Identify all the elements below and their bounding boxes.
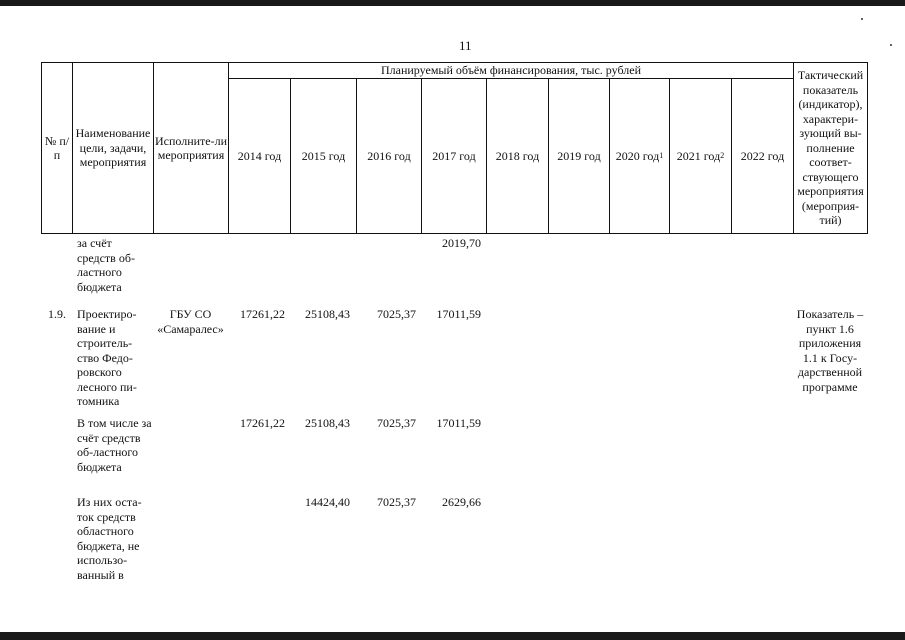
scan-edge-top (0, 0, 905, 6)
header-year: 2021 год (676, 148, 721, 163)
row-value-2017: 17011,59 (436, 307, 481, 321)
header-col-number: № п/п (44, 133, 70, 162)
header-col-name: Наименование цели, задачи, мероприятия (75, 126, 151, 170)
header-year: 2018 год (495, 148, 540, 163)
row-name: Проектиро-вание и строитель-ство Федо-ровского лесного пи-томника (77, 307, 137, 408)
row-value-2017: 2019,70 (442, 236, 481, 250)
row-indicator: Показатель – пункт 1.6 приложения 1.1 к Госу-дарственной программе (796, 307, 864, 394)
header-funding-title: Планируемый объём финансирования, тыс. рублей (380, 62, 641, 77)
scan-speck (890, 44, 892, 46)
row-value-2014: 17261,22 (240, 307, 285, 321)
header-year: 2014 год (237, 148, 282, 163)
row-value-2015: 25108,43 (305, 416, 350, 430)
header-year: 2016 год (367, 148, 411, 163)
row-value-2017: 17011,59 (436, 416, 481, 430)
grid-line (41, 233, 868, 234)
row-name: В том числе за счёт средств об-ластного бюджета (77, 416, 152, 474)
row-value-2015: 14424,40 (305, 495, 350, 509)
header-year: 2017 год (432, 148, 476, 163)
header-year-2021: 2021 год 2 (676, 148, 725, 163)
row-number: 1.9. (48, 307, 66, 321)
row-executor: ГБУ СО «Самаралес» (157, 307, 224, 336)
header-year: 2019 год (557, 148, 601, 163)
header-col-indicator: Тактический показатель (индикатор), характери-зующий вы-полнение соответ-ствующего мероприятия (мероприя-тий) (797, 68, 864, 228)
row-value-2016: 7025,37 (377, 416, 416, 430)
row-value-2017: 2629,66 (442, 495, 481, 509)
row-name: за счёт средств об-ластного бюджета (77, 236, 135, 294)
row-value-2015: 25108,43 (305, 307, 350, 321)
header-col-executor: Исполните-ли мероприятия (154, 133, 228, 162)
page-number: 11 (459, 38, 472, 53)
header-year-2020: 2020 год 1 (615, 148, 664, 163)
row-value-2014: 17261,22 (240, 416, 285, 430)
scan-speck (861, 18, 863, 20)
row-value-2016: 7025,37 (377, 307, 416, 321)
header-year: 2020 год (615, 148, 660, 163)
scan-edge-bottom (0, 632, 905, 640)
header-year: 2015 год (301, 148, 346, 163)
grid-line (867, 62, 868, 234)
header-year: 2022 год (740, 148, 785, 163)
row-value-2016: 7025,37 (377, 495, 416, 509)
row-name: Из них оста-ток средств областного бюджета, не использо-ванный в (77, 495, 142, 582)
